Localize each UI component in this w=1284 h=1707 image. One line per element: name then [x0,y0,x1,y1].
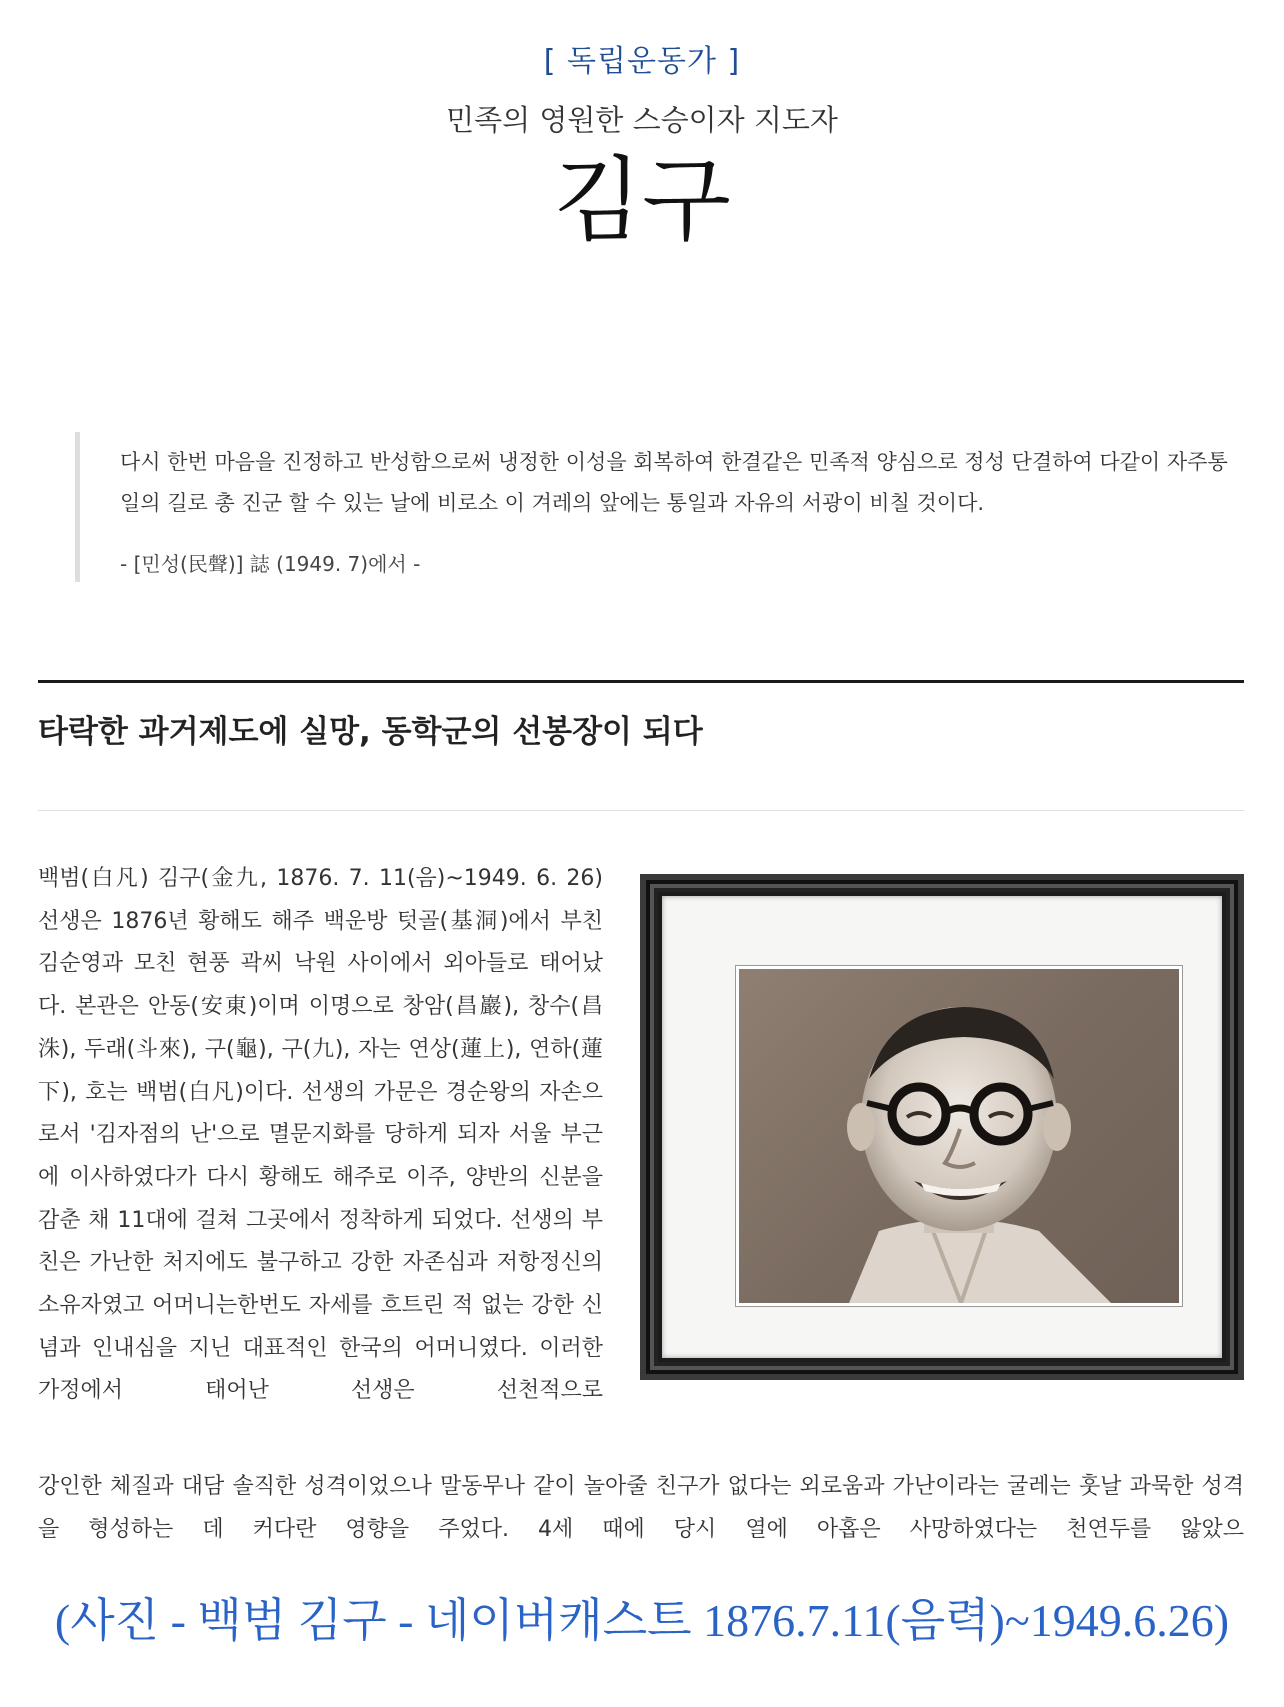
page-title: 김구 [553,147,731,254]
biography-paragraph: 백범(白凡) 김구(金九, 1876. 7. 11(음)~1949. 6. 26) 선생은 1876년 황해도 해주 백운방 텃골(基洞)에서 부친 김순영과 모친 현풍 곽씨 낙원 사이에서 외아들로 태어났다. 본관은 안동(安東)이며 이명으로 창암(昌巖), 창수(昌洙), 두래(斗來), 구(龜), 구(九), 자는 연상(蓮上), 연하(蓮下), 호는 백범(白凡)이다. 선생의 가문은 경순왕의 자손으로서 '김자점의 난'으로 멸문지화를 당하게 되자 서울 부근에 이사하였다가 다시 황해도 해주로 이주, 양반의 신분을 감춘 채 11대에 걸쳐 그곳에서 정착하게 되었다. 선생의 부친은 가난한 처지에도 불구하고 강한 자존심과 저항정신의 소유자였고 어머니는한번도 자세를 흐트린 적 없는 강한 신념과 인내심을 지닌 대표적인 한국의 어머니였다. 이러한 가정에서 태어난 선생은 선천적으로 [38,866,603,1404]
quote-text: 다시 한번 마음을 진정하고 반성함으로써 냉정한 이성을 회복하여 한결같은 민족적 양심으로 정성 단결하여 다같이 자주통일의 길로 총 진군 할 수 있는 날에 비로소 이 겨레의 앞에는 통일과 자유의 서광이 비칠 것이다. [120,450,1228,515]
portrait-mat [662,896,1222,1358]
blockquote [75,432,1240,582]
quote-source: - [민성(民聲)] 誌 (1949. 7)에서 - [120,552,421,576]
portrait-illustration [739,969,1179,1303]
biography-paragraph-continued: 강인한 체질과 대담 솔직한 성격이었으나 말동무나 같이 놀아줄 친구가 없다는 외로움과 가난이라는 굴레는 훗날 과묵한 성격을 형성하는 데 커다란 영향을 주었다. 4세 때에 당시 열에 아홉은 사망하였다는 천연두를 앓았으 [38,1474,1244,1542]
category-label: [ 독립운동가 ] [543,44,741,79]
portrait-frame [640,874,1244,1380]
page-subtitle: 민족의 영원한 스승이자 지도자 [446,103,838,137]
section-heading: 타락한 과거제도에 실망, 동학군의 선봉장이 되다 [38,714,703,750]
photo-caption: (사진 - 백범 김구 - 네이버캐스트 1876.7.11(음력)~1949.6.26) [54,1595,1230,1646]
portrait-photo [736,966,1182,1306]
heading-underline [38,810,1244,811]
section-divider [38,680,1244,683]
